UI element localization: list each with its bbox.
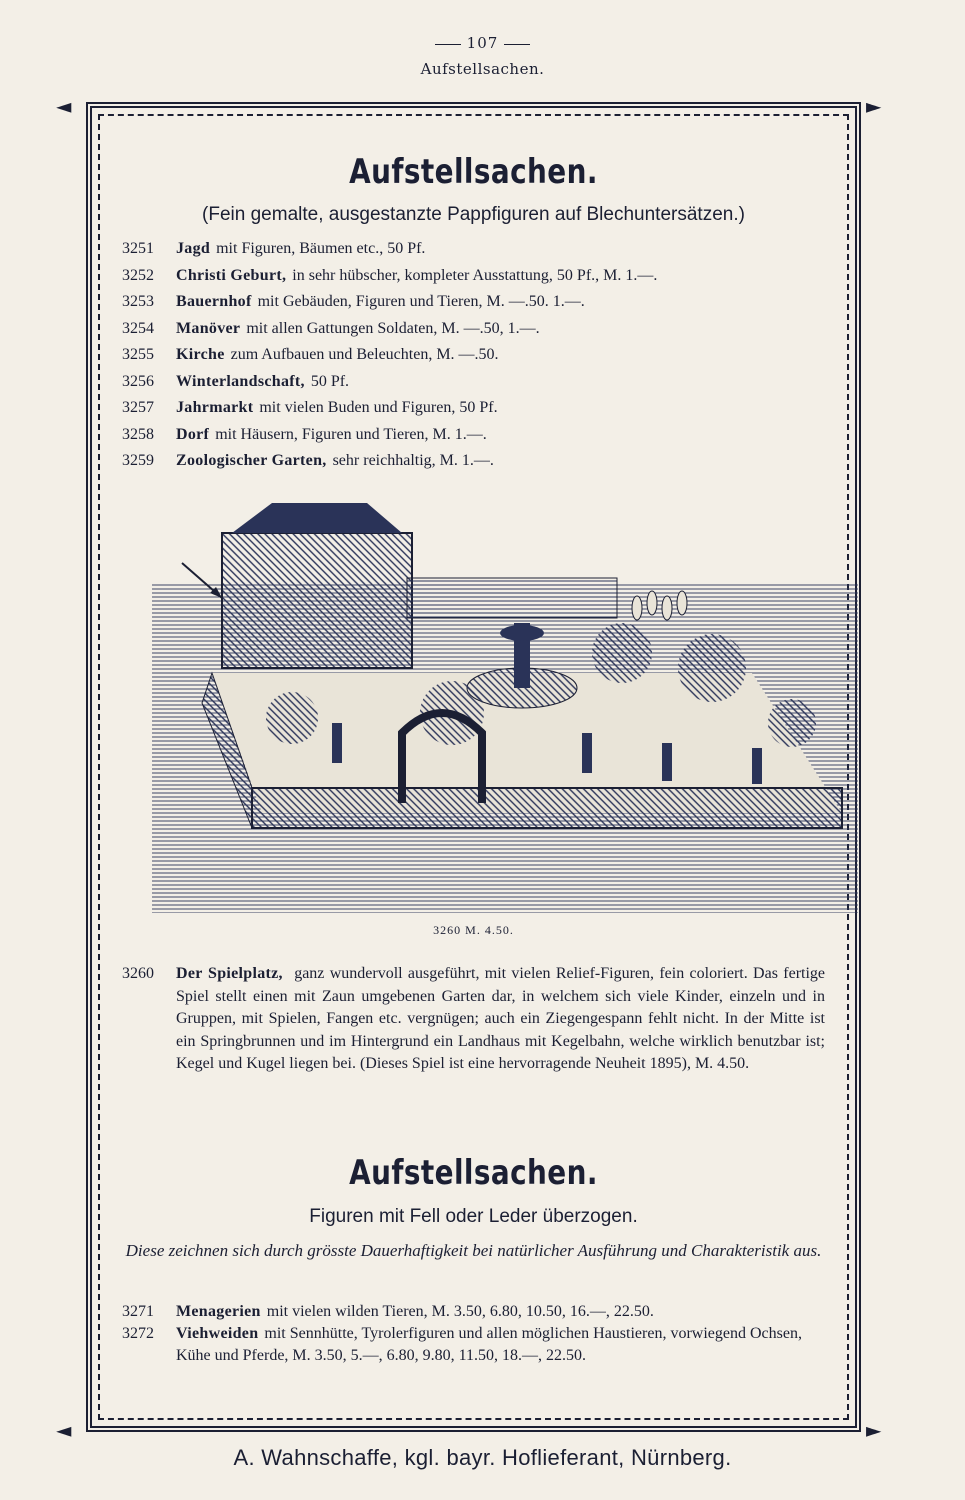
item-text: 50 Pf. bbox=[310, 372, 350, 390]
item-text: zum Aufbauen und Beleuchten, M. —.50. bbox=[230, 346, 499, 363]
item-text: mit Figuren, Bäumen etc., 50 Pf. bbox=[216, 240, 426, 257]
section2-subtitle: Figuren mit Fell oder Leder überzogen. bbox=[309, 1206, 638, 1227]
list-item bbox=[122, 1323, 825, 1367]
list-item bbox=[122, 263, 825, 290]
item-name: Winterlandschaft, bbox=[176, 372, 305, 390]
item-name: Viehweiden bbox=[176, 1325, 259, 1342]
engraving-image bbox=[152, 503, 858, 913]
item-number: 3272 bbox=[122, 1325, 154, 1342]
running-head: Aufstellsachen. bbox=[420, 60, 545, 78]
section2-note: Diese zeichnen sich durch grösste Dauerhaftigkeit bei natürlicher Ausführung und Charakteristik aus. bbox=[125, 1241, 822, 1260]
section1-item-list bbox=[122, 236, 825, 475]
item-text: mit vielen wilden Tieren, M. 3.50, 6.80, 10.50, 16.—, 22.50. bbox=[266, 1303, 654, 1320]
list-item bbox=[122, 289, 825, 316]
frame-content bbox=[122, 108, 825, 1426]
item-number: 3253 bbox=[122, 293, 154, 310]
item-name: Der Spielplatz, bbox=[176, 965, 283, 982]
item-name: Jagd bbox=[176, 240, 211, 257]
ornament-arrow-right-top: ► bbox=[866, 94, 882, 118]
item-text: mit Gebäuden, Figuren und Tieren, M. —.50. 1.—. bbox=[257, 293, 585, 310]
item-number: 3271 bbox=[122, 1303, 154, 1320]
item-text: mit Häusern, Figuren und Tieren, M. 1.—. bbox=[215, 425, 487, 443]
item-text: in sehr hübscher, kompleter Ausstattung, 50 Pf., M. 1.—. bbox=[292, 266, 658, 284]
item-name: Manöver bbox=[176, 319, 241, 337]
list-item bbox=[122, 395, 825, 422]
item-name: Zoologischer Garten, bbox=[176, 452, 327, 469]
footer-publisher: A. Wahnschaffe, kgl. bayr. Hoflieferant, Nürnberg. bbox=[233, 1445, 732, 1470]
section2-item-list bbox=[122, 1301, 825, 1367]
list-item bbox=[122, 236, 825, 263]
item-text: sehr reichhaltig, M. 1.—. bbox=[332, 452, 494, 469]
item-number: 3256 bbox=[122, 372, 154, 390]
item-number: 3257 bbox=[122, 399, 154, 416]
item-name: Kirche bbox=[176, 346, 225, 363]
description-body bbox=[176, 963, 825, 1076]
page-number: 107 bbox=[0, 34, 965, 52]
page-frame bbox=[86, 102, 861, 1432]
item-number: 3260 bbox=[122, 965, 154, 982]
item-name: Jahrmarkt bbox=[176, 399, 254, 416]
list-item bbox=[122, 422, 825, 449]
ornament-arrow-left-top: ◄ bbox=[56, 94, 72, 118]
ornament-arrow-right-bottom: ► bbox=[866, 1418, 882, 1442]
playground-illustration bbox=[152, 503, 858, 913]
list-item bbox=[122, 342, 825, 369]
list-item bbox=[122, 316, 825, 343]
ornament-arrow-left-bottom: ◄ bbox=[56, 1418, 72, 1442]
list-item bbox=[122, 369, 825, 396]
section2-title: Aufstellsachen. bbox=[349, 1153, 598, 1193]
item-text: mit allen Gattungen Soldaten, M. —.50, 1.—. bbox=[246, 319, 540, 337]
illustration-caption: 3260 M. 4.50. bbox=[433, 923, 514, 937]
item-number: 3255 bbox=[122, 346, 154, 363]
list-item bbox=[122, 448, 825, 475]
item-number: 3259 bbox=[122, 452, 154, 469]
item-name: Menagerien bbox=[176, 1303, 261, 1320]
item-name: Dorf bbox=[176, 425, 210, 443]
section1-subtitle: (Fein gemalte, ausgestanzte Pappfiguren auf Blechuntersätzen.) bbox=[202, 204, 745, 225]
item-number: 3254 bbox=[122, 319, 154, 337]
page-header bbox=[0, 34, 965, 78]
list-item bbox=[122, 1301, 825, 1323]
item-number: 3251 bbox=[122, 240, 154, 257]
item-text: ganz wundervoll ausgeführt, mit vielen Relief-Figuren, fein coloriert. Das fertige Spiel stellt einen mit Zaun umgebenen Garten dar, in welchem sich viele Kinder, einzeln und in Gruppen, mit Spielen, Fangen etc. vergnügen; auch ein Ziegengespann fehlt nicht. In der Mitte ist ein Springbrunnen und im Hintergrund ein Landhaus mit Kegelbahn, welche wirklich benutzbar ist; Kegel und Kugel liegen bei. (Dieses Spiel ist eine hervorragende Neuheit 1895), M. 4.50. bbox=[176, 965, 826, 1072]
item-3260-description bbox=[122, 963, 825, 1076]
item-text: mit vielen Buden und Figuren, 50 Pf. bbox=[259, 399, 498, 416]
item-number: 3258 bbox=[122, 425, 154, 443]
item-name: Christi Geburt, bbox=[176, 266, 287, 284]
section1-title: Aufstellsachen. bbox=[349, 152, 598, 192]
item-text: mit Sennhütte, Tyrolerfiguren und allen möglichen Haustieren, vorwiegend Ochsen, Kühe und Pferde, M. 3.50, 5.—, 6.80, 9.80, 11.50, 18.—, 22.50. bbox=[176, 1325, 802, 1364]
item-number: 3252 bbox=[122, 266, 154, 284]
item-name: Bauernhof bbox=[176, 293, 252, 310]
